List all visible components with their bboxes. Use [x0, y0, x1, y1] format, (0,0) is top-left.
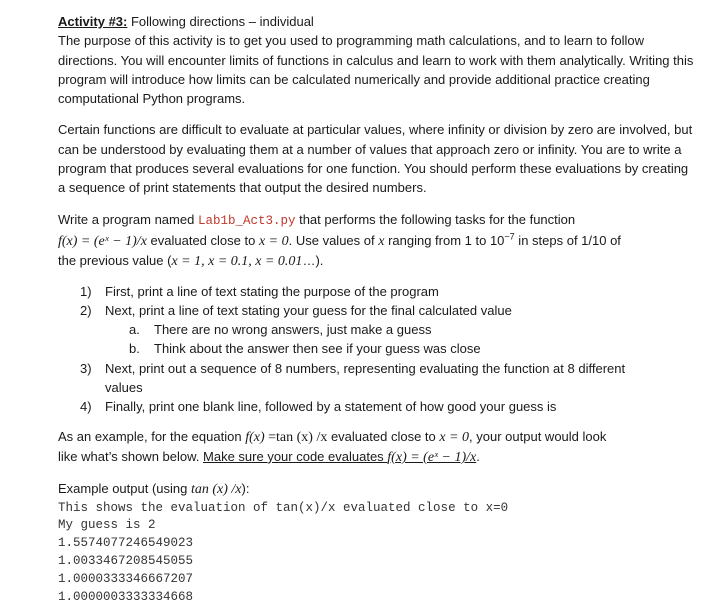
emphasis-instruction: Make sure your code evaluates [203, 448, 388, 464]
list-item: 2) Next, print a line of text stating your guess for the final calculated value [80, 302, 512, 318]
output-line: 1.0000003333334668 [58, 589, 194, 604]
task-list [58, 282, 698, 417]
filename: Lab1b_Act3.py [197, 213, 296, 228]
functions-paragraph: Certain functions are difficult to evaluate at particular values, where infinity or division by zero are involved, but can be understood by evaluating them at a number of values that approach zero or infinity. You are to write a program that produces several evaluations for one function. You should perform these evaluations by creating a sequence of print statements that output the desired numbers. [58, 122, 693, 196]
example-paragraph: As an example, for the equation f(x) =tan (x) /x evaluated close to x = 0, your output would look like what’s shown below. Make sure your code evaluates f(x) = (eˣ − 1)/x. [58, 428, 607, 465]
output-line: 1.0000333346667207 [58, 571, 194, 586]
function-expression: f(x) = (eˣ − 1)/x [58, 233, 147, 249]
list-item: 4) Finally, print one blank line, followed by a statement of how good your guess is [80, 399, 557, 415]
output-line: 1.5574077246549023 [58, 536, 194, 551]
example-output-label: Example output (using tan (x) /x): [58, 481, 250, 498]
output-line: 1.0033467208545055 [58, 553, 194, 568]
purpose-paragraph: The purpose of this activity is to get you used to programming math calculations, and to learn to follow directions. You will encounter limits of functions in calculus and learn to work with them analytically. Writing this program will introduce how limits can be calculated numerically and provide additional practice creating computational Python programs. [58, 33, 694, 107]
example-output-block [58, 500, 698, 606]
list-subitem: b. Think about the answer then see if your guess was close [129, 341, 481, 357]
list-item: 1) First, print a line of text stating the purpose of the program [80, 283, 439, 299]
output-line: This shows the evaluation of tan(x)/x evaluated close to x=0 [58, 500, 509, 515]
list-subitem: a. There are no wrong answers, just make a guess [129, 322, 432, 338]
list-item: 3) Next, print out a sequence of 8 numbers, representing evaluating the function at 8 different values [80, 360, 626, 396]
output-line: My guess is 2 [58, 518, 156, 533]
activity-title: Following directions – individual [127, 14, 314, 29]
activity-heading [58, 12, 698, 31]
activity-label: Activity #3: [58, 14, 128, 29]
task-paragraph: Write a program named Lab1b_Act3.py that performs the following tasks for the function f(x) = (eˣ − 1)/x evaluated close to x = 0. Use values of x ranging from 1 to $10^{-7}$ in steps of 1/10 of the previous value (x = 1, x = 0.1, x = 0.01…). [58, 211, 621, 270]
activity-document [58, 12, 698, 606]
